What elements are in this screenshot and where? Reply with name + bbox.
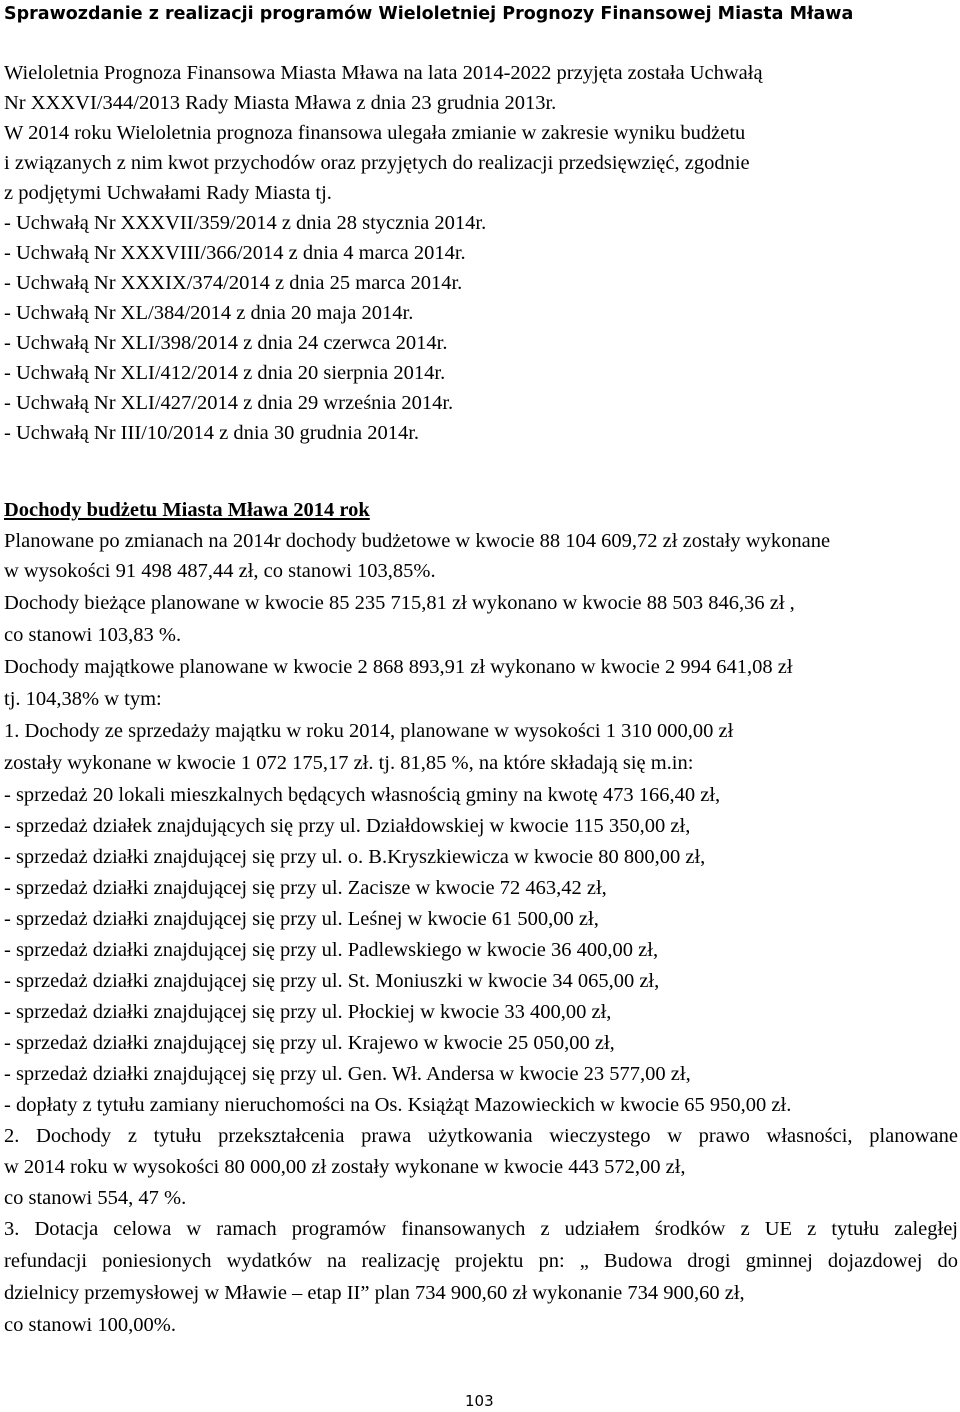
- income-line: tj. 104,38% w tym:: [4, 688, 162, 710]
- item3-line: co stanowi 100,00%.: [4, 1314, 176, 1336]
- resolution-item: - Uchwałą Nr XLI/427/2014 z dnia 29 września 2014r.: [4, 392, 454, 414]
- page-title: Sprawozdanie z realizacji programów Wieloletniej Prognozy Finansowej Miasta Mława: [4, 4, 854, 24]
- resolution-item: - Uchwałą Nr XLI/412/2014 z dnia 20 sierpnia 2014r.: [4, 362, 446, 384]
- resolution-item: - Uchwałą Nr XXXVIII/366/2014 z dnia 4 marca 2014r.: [4, 242, 466, 264]
- intro-line: i związanych z nim kwot przychodów oraz przyjętych do realizacji przedsięwzięć, zgodnie: [4, 152, 750, 174]
- sale-item: - sprzedaż 20 lokali mieszkalnych będących własnością gminy na kwotę 473 166,40 zł,: [4, 784, 721, 806]
- item2-line: w 2014 roku w wysokości 80 000,00 zł zostały wykonane w kwocie 443 572,00 zł,: [4, 1156, 686, 1178]
- resolution-item: - Uchwałą Nr XL/384/2014 z dnia 20 maja 2014r.: [4, 302, 414, 324]
- intro-line: Wieloletnia Prognoza Finansowa Miasta Mława na lata 2014-2022 przyjęta została Uchwałą: [4, 62, 763, 84]
- intro-line: Nr XXXVI/344/2013 Rady Miasta Mława z dnia 23 grudnia 2013r.: [4, 92, 557, 114]
- item2-line: co stanowi 554, 47 %.: [4, 1187, 187, 1209]
- sale-item: - sprzedaż działek znajdujących się przy ul. Działdowskiej w kwocie 115 350,00 zł,: [4, 815, 691, 837]
- income-line: Dochody majątkowe planowane w kwocie 2 868 893,91 zł wykonano w kwocie 2 994 641,08 zł: [4, 656, 793, 678]
- intro-line: z podjętymi Uchwałami Rady Miasta tj.: [4, 182, 332, 204]
- income-line: w wysokości 91 498 487,44 zł, co stanowi 103,85%.: [4, 560, 436, 582]
- sale-item: - sprzedaż działki znajdującej się przy ul. o. B.Kryszkiewicza w kwocie 80 800,00 zł,: [4, 846, 706, 868]
- sale-item: - sprzedaż działki znajdującej się przy ul. Zacisze w kwocie 72 463,42 zł,: [4, 877, 607, 899]
- sale-item: - sprzedaż działki znajdującej się przy ul. St. Moniuszki w kwocie 34 065,00 zł,: [4, 970, 660, 992]
- sale-item: - sprzedaż działki znajdującej się przy ul. Padlewskiego w kwocie 36 400,00 zł,: [4, 939, 659, 961]
- income-line: Planowane po zmianach na 2014r dochody budżetowe w kwocie 88 104 609,72 zł zostały wykonane: [4, 530, 831, 552]
- item2-line: 2. Dochody z tytułu przekształcenia prawa użytkowania wieczystego w prawo własności, planowane: [4, 1125, 958, 1147]
- page-number: 103: [465, 1392, 494, 1410]
- resolution-item: - Uchwałą Nr III/10/2014 z dnia 30 grudnia 2014r.: [4, 422, 420, 444]
- resolution-item: - Uchwałą Nr XXXIX/374/2014 z dnia 25 marca 2014r.: [4, 272, 463, 294]
- item3-line: 3. Dotacja celowa w ramach programów finansowanych z udziałem środków z UE z tytułu zaległej: [4, 1218, 958, 1240]
- sale-item: - sprzedaż działki znajdującej się przy ul. Płockiej w kwocie 33 400,00 zł,: [4, 1001, 612, 1023]
- intro-line: W 2014 roku Wieloletnia prognoza finansowa ulegała zmianie w zakresie wyniku budżetu: [4, 122, 746, 144]
- income-line: zostały wykonane w kwocie 1 072 175,17 zł. tj. 81,85 %, na które składają się m.in:: [4, 752, 694, 774]
- resolution-item: - Uchwałą Nr XXXVII/359/2014 z dnia 28 stycznia 2014r.: [4, 212, 487, 234]
- sale-item: - sprzedaż działki znajdującej się przy ul. Leśnej w kwocie 61 500,00 zł,: [4, 908, 599, 930]
- section-heading: Dochody budżetu Miasta Mława 2014 rok: [4, 499, 370, 521]
- income-line: 1. Dochody ze sprzedaży majątku w roku 2014, planowane w wysokości 1 310 000,00 zł: [4, 720, 734, 742]
- sale-item: - dopłaty z tytułu zamiany nieruchomości na Os. Książąt Mazowieckich w kwocie 65 950,00 zł.: [4, 1094, 792, 1116]
- resolution-item: - Uchwałą Nr XLI/398/2014 z dnia 24 czerwca 2014r.: [4, 332, 448, 354]
- income-line: Dochody bieżące planowane w kwocie 85 235 715,81 zł wykonano w kwocie 88 503 846,36 zł ,: [4, 592, 795, 614]
- item3-line: dzielnicy przemysłowej w Mławie – etap II” plan 734 900,60 zł wykonanie 734 900,60 zł,: [4, 1282, 745, 1304]
- sale-item: - sprzedaż działki znajdującej się przy ul. Gen. Wł. Andersa w kwocie 23 577,00 zł,: [4, 1063, 691, 1085]
- sale-item: - sprzedaż działki znajdującej się przy ul. Krajewo w kwocie 25 050,00 zł,: [4, 1032, 615, 1054]
- item3-line: refundacji poniesionych wydatków na realizację projektu pn: „ Budowa drogi gminnej dojazdowej do: [4, 1250, 958, 1272]
- income-line: co stanowi 103,83 %.: [4, 624, 182, 646]
